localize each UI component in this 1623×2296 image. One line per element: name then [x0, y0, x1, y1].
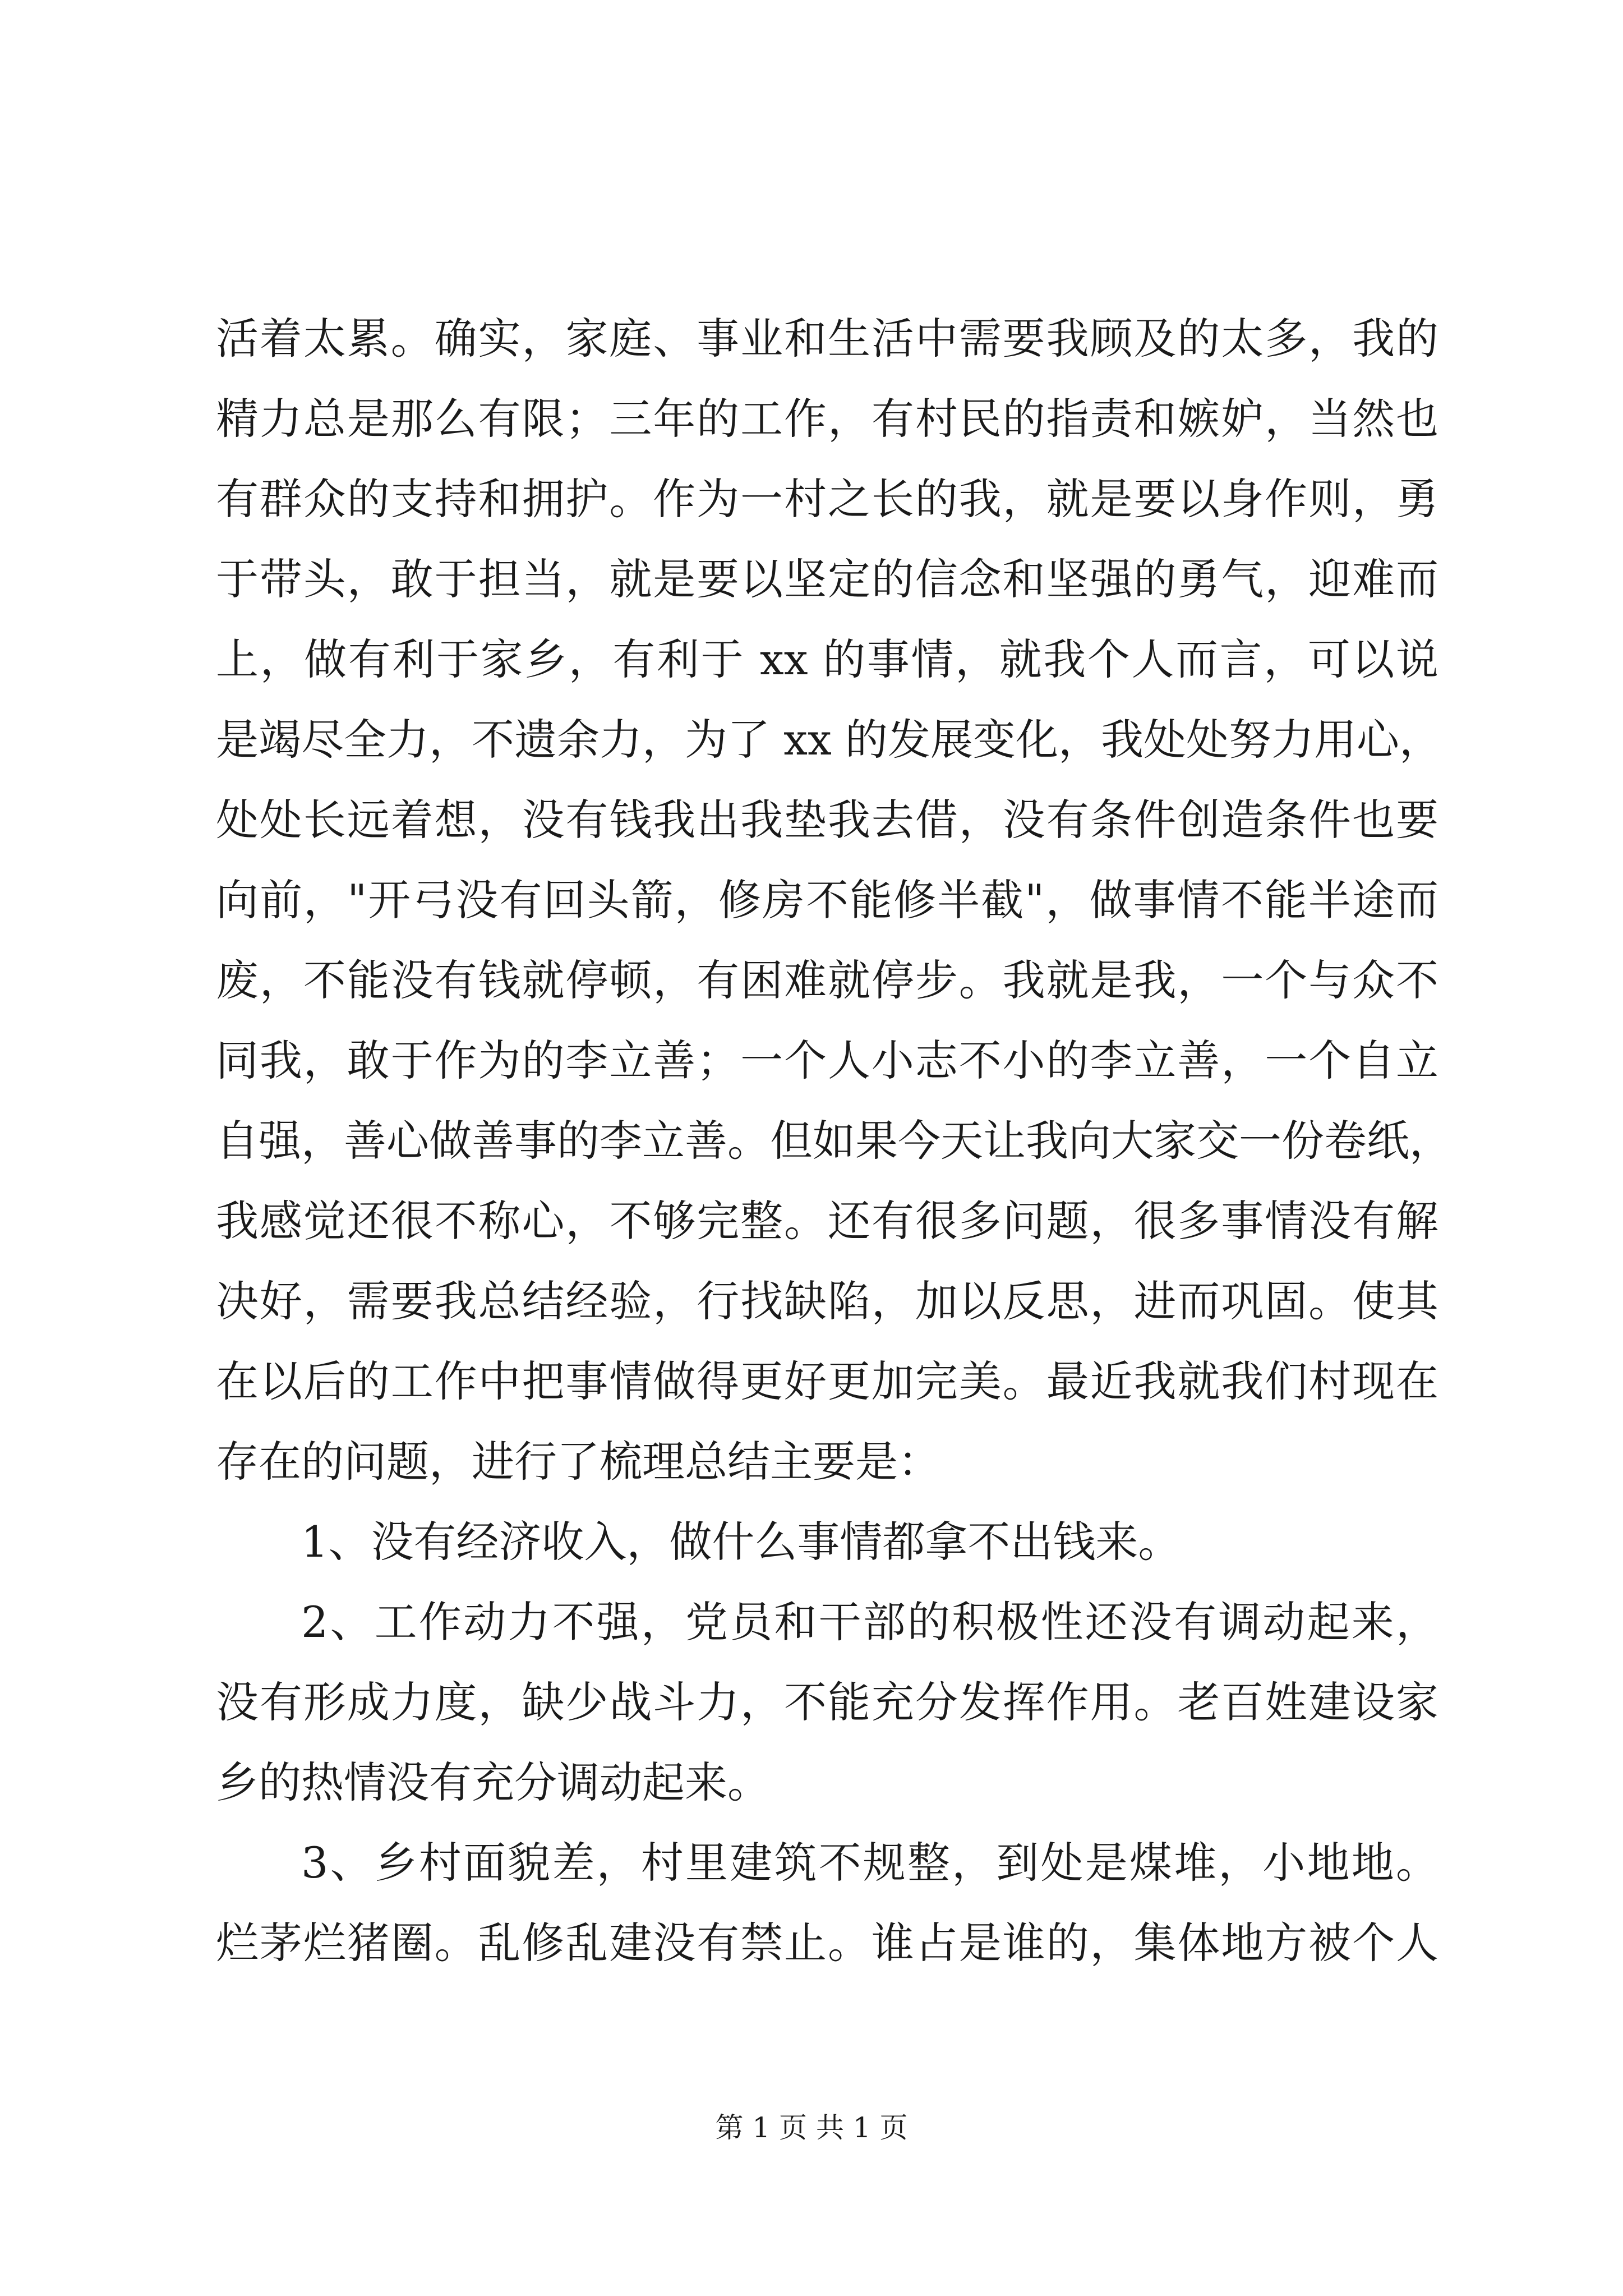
text-line: 决好，需要我总结经验，行找缺陷，加以反思，进而巩固。使其: [216, 1276, 1438, 1326]
text-line: 处处长远着想，没有钱我出我垫我去借，没有条件创造条件也要: [216, 795, 1438, 845]
body-text: [216, 298, 1452, 1983]
text-line: 于带头，敢于担当，就是要以坚定的信念和坚强的勇气，迎难而: [216, 554, 1438, 604]
text-line: 自强，善心做善事的李立善。但如果今天让我向大家交一份卷纸，: [216, 1116, 1452, 1166]
text-line: 在以后的工作中把事情做得更好更加完美。最近我就我们村现在: [216, 1356, 1438, 1406]
text-line: 存在的问题，进行了梳理总结主要是：: [216, 1437, 940, 1487]
text-line: 上，做有利于家乡，有利于 xx 的事情，就我个人而言，可以说: [216, 634, 1438, 684]
text-line: 没有形成力度，缺少战斗力，不能充分发挥作用。老百姓建设家: [216, 1677, 1438, 1727]
text-line: 向前，"开弓没有回头箭，修房不能修半截"，做事情不能半途而: [216, 875, 1438, 925]
text-line: 1、没有经济收入，做什么事情都拿不出钱来。: [301, 1517, 1181, 1567]
text-line: 活着太累。确实，家庭、事业和生活中需要我顾及的太多，我的: [216, 314, 1438, 364]
text-line: 是竭尽全力，不遗余力，为了 xx 的发展变化，我处处努力用心，: [216, 715, 1442, 765]
text-line: 同我，敢于作为的李立善；一个人小志不小的李立善，一个自立: [216, 1036, 1438, 1085]
text-line: 废，不能没有钱就停顿，有困难就停步。我就是我，一个与众不: [216, 955, 1438, 1005]
text-line: 烂茅烂猪圈。乱修乱建没有禁止。谁占是谁的，集体地方被个人: [216, 1918, 1438, 1968]
text-line: 精力总是那么有限；三年的工作，有村民的指责和嫉妒，当然也: [216, 394, 1438, 444]
text-line: 乡的热情没有充分调动起来。: [216, 1757, 770, 1807]
text-line: 我感觉还很不称心，不够完整。还有很多问题，很多事情没有解: [216, 1196, 1438, 1246]
text-line: 2、工作动力不强，党员和干部的积极性还没有调动起来，: [301, 1597, 1438, 1647]
text-line: 有群众的支持和拥护。作为一村之长的我，就是要以身作则，勇: [216, 474, 1438, 524]
page-footer: 第 1 页 共 1 页: [715, 2111, 908, 2144]
text-line: 3、乡村面貌差，村里建筑不规整，到处是煤堆，小地地。: [301, 1838, 1438, 1888]
